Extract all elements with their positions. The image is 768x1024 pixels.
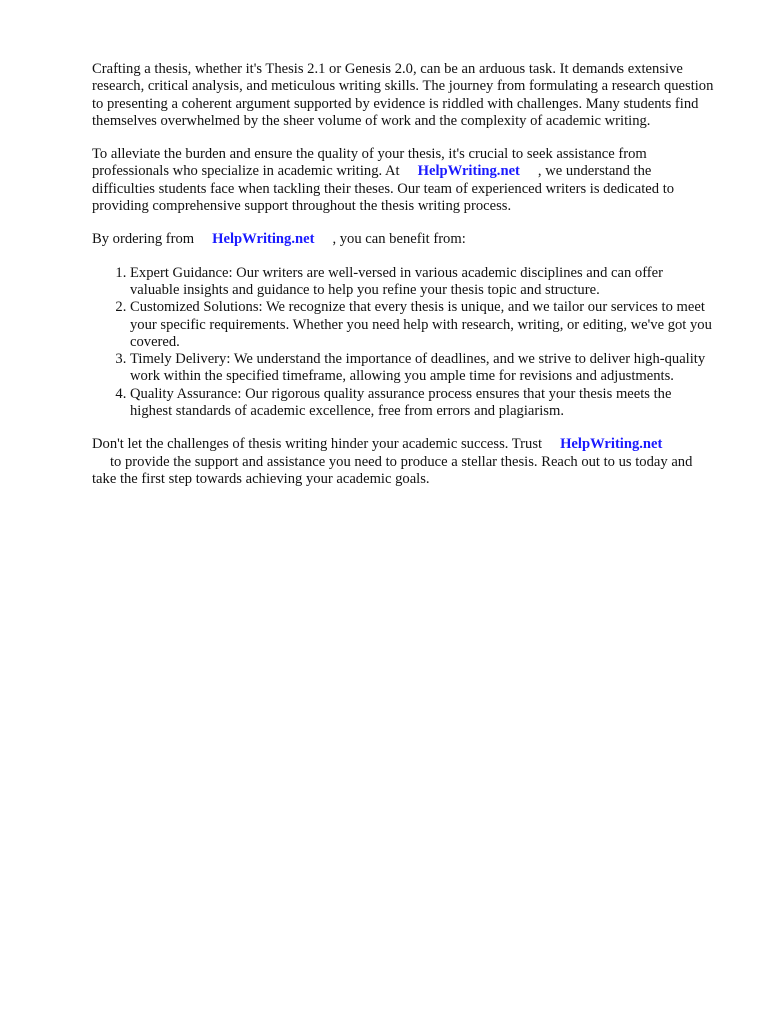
benefits-text-after: , you can benefit from:: [332, 231, 466, 248]
benefits-list: [92, 265, 714, 421]
benefits-text-before: By ordering from: [92, 231, 195, 248]
list-item-quality-assurance: 4. Quality Assurance: Our rigorous quality assurance process ensures that your thesis meets the highest standards of academic excellence, free from errors and plagiarism.: [130, 386, 714, 421]
list-item-expert-guidance: 1. Expert Guidance: Our writers are well-versed in various academic disciplines and can offer valuable insights and guidance to help you refine your thesis topic and structure.: [130, 265, 714, 300]
assistance-text-after: , we understand the difficulties students face when tackling their theses. Our team of experienced writers is dedicated to providing comprehensive support throughout the thesis writing process.: [92, 163, 675, 215]
assistance-text-before: To alleviate the burden and ensure the quality of your thesis, it's crucial to seek assistance from professionals who specialize in academic writing. At: [92, 146, 647, 180]
closing-text-before: Don't let the challenges of thesis writing hinder your academic success. Trust: [92, 436, 543, 453]
intro-paragraph: Crafting a thesis, whether it's Thesis 2.1 or Genesis 2.0, can be an arduous task. It demands extensive research, critical analysis, and meticulous writing skills. The journey from formulating a research question to presenting a coherent argument supported by evidence is riddled with challenges. Many students find themselves overwhelmed by the sheer volume of work and the complexity of academic writing.: [92, 61, 714, 129]
benefits-intro-paragraph: [92, 231, 714, 248]
document-body: [92, 61, 714, 504]
list-item-timely-delivery: 3. Timely Delivery: We understand the importance of deadlines, and we strive to deliver high-quality work within the specified timeframe, allowing you ample time for revisions and adjustments.: [130, 351, 714, 386]
helpwriting-link-3[interactable]: HelpWriting.net: [560, 436, 663, 453]
helpwriting-link-2[interactable]: HelpWriting.net: [212, 231, 315, 248]
assistance-paragraph: [92, 146, 714, 215]
helpwriting-link-1[interactable]: HelpWriting.net: [417, 163, 520, 180]
closing-text-after: to provide the support and assistance you need to produce a stellar thesis. Reach out to us today and take the first step towards achieving your academic goals.: [92, 453, 693, 487]
list-item-customized-solutions: 2. Customized Solutions: We recognize that every thesis is unique, and we tailor our services to meet your specific requirements. Whether you need help with research, writing, or editing, we've got you covered.: [130, 299, 714, 351]
closing-paragraph: [92, 436, 714, 488]
